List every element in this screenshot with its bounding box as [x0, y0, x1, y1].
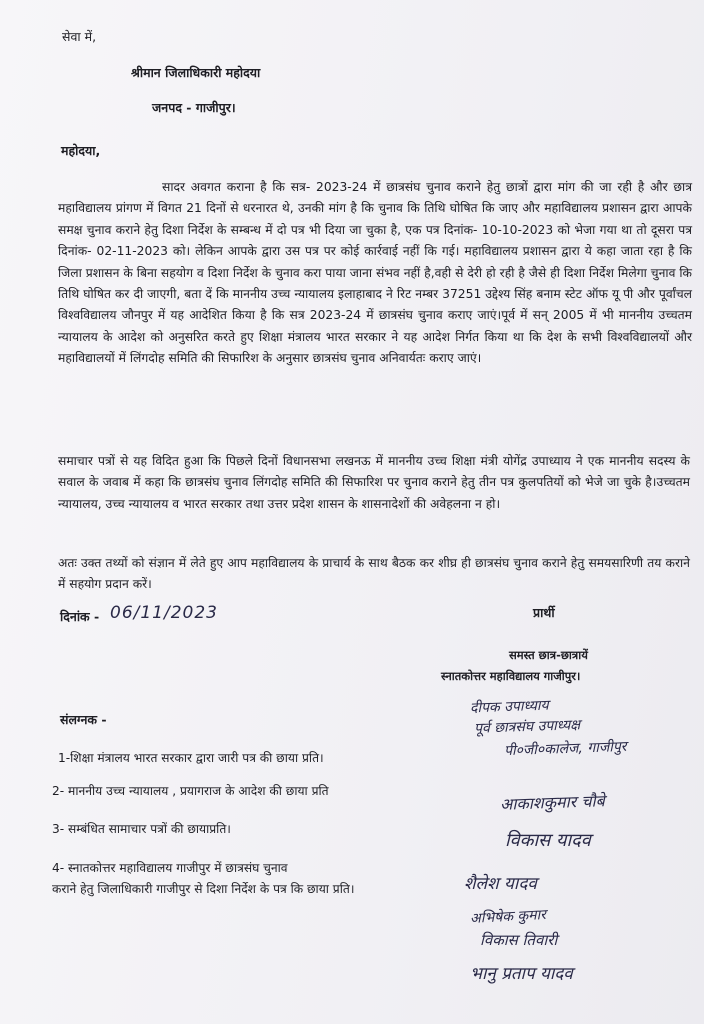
handwritten-signature: विकास तिवारी [480, 931, 558, 949]
enclosures-heading: संलग्नक - [60, 712, 107, 727]
handwritten-signature: अभिषेक कुमार [469, 907, 547, 927]
enclosure-item: कराने हेतु जिलाधिकारी गाजीपुर से दिशा निर्देश के पत्र कि छाया प्रति। [52, 882, 355, 896]
enclosure-item: 1-शिक्षा मंत्रालय भारत सरकार द्वारा जारी पत्र की छाया प्रति। [58, 751, 324, 765]
body-paragraph-3 [58, 553, 690, 596]
enclosure-item: 4- स्नातकोत्तर महाविद्यालय गाजीपुर में छात्रसंघ चुनाव [52, 861, 288, 875]
date-value: 06/11/2023 [110, 603, 218, 623]
greeting: महोदया, [61, 143, 101, 158]
body-paragraph-2 [58, 451, 690, 515]
handwritten-signature: पी०जी०कालेज, गाजीपुर [503, 738, 627, 760]
district: जनपद - गाजीपुर। [152, 100, 236, 115]
body-paragraph-3-text: अतः उक्त तथ्यों को संज्ञान में लेते हुए आप महाविद्यालय के प्राचार्य के साथ बैठक कर शीघ्र ही छात्रसंघ चुनाव कराने हेतु समयसारिणी तय कराने में सहयोग प्रदान करें। [58, 556, 690, 592]
body-paragraph-1-text: सादर अवगत कराना है कि सत्र- 2023-24 में छात्रसंघ चुनाव कराने हेतु छात्रों द्वारा मांग की जा रही है और छात्र महाविद्यालय प्रांगण में विगत 21 दिनों से धरनारत थे, उनकी मांग है कि चुनाव कि तिथि घोषित कि जाए और महाविद्यालय प्रशासन द्वारा आपके समक्ष चुनाव कराने हेतु दिशा निर्देश के सम्बन्ध में दो पत्र भी दिया जा चुका है, एक पत्र दिनांक- 10-10-2023 को भेजा गया था तो दूसरा पत्र दिनांक- 02-11-2023 को। लेकिन आपके द्वारा उस पत्र पर कोई कार्रवाई नहीं कि गई। महाविद्यालय प्रशासन द्वारा ये कहा जाता रहा है कि जिला प्रशासन के बिना सहयोग व दिशा निर्देश के चुनाव करा पाया जाना संभव नहीं है,वही से देरी हो रही है जैसे ही दिशा निर्देश मिलेगा चुनाव कि तिथि घोषित कर दी जाएगी, बता दें कि माननीय उच्च न्यायालय इलाहाबाद ने रिट नम्बर 37251 उद्देश्य सिंह बनाम स्टेट ऑफ यू पी और पूर्वांचल विश्वविद्यालय जौनपुर में यह आदेशित किया है कि सत्र 2023-24 में छात्रसंघ चुनाव कराए जाएं।पूर्व में सन् 2005 में भी माननीय उच्चतम न्यायालय के आदेश को अनुसरित करते हुए शिक्षा मंत्रालय भारत सरकार ने यह आदेश निर्गत किया था कि देश के सभी विश्वविद्यालयों और महाविद्यालयों में लिंगदोह समिति की सिफारिश के अनुसार छात्रसंघ चुनाव अनिवार्यतः कराए जाएं। [58, 180, 692, 366]
handwritten-signature: दीपक उपाध्याय [469, 697, 549, 717]
student-group: समस्त छात्र-छात्रायें [509, 648, 588, 662]
addressee: श्रीमान जिलाधिकारी महोदया [131, 65, 261, 80]
college-name: स्नातकोत्तर महाविद्यालय गाजीपुर। [441, 669, 581, 683]
enclosure-item: 2- माननीय उच्च न्यायालय , प्रयागराज के आदेश की छाया प्रति [52, 784, 329, 798]
handwritten-signature: आकाशकुमार चौबे [499, 791, 606, 814]
enclosure-item: 3- सम्बंधित सामाचार पत्रों की छायाप्रति। [52, 822, 231, 836]
body-paragraph-1 [58, 177, 692, 370]
body-paragraph-2-text: समाचार पत्रों से यह विदित हुआ कि पिछले दिनों विधानसभा लखनऊ में माननीय उच्च शिक्षा मंत्री योगेंद्र उपाध्याय ने एक माननीय सदस्य के सवाल के जवाब में कहा कि छात्रसंघ चुनाव लिंगदोह समिति की सिफारिश पर चुनाव कराने हेतु तीन पत्र कुलपतियों को भेजे जा चुके है।उच्चतम न्यायालय, उच्च न्यायालय व भारत सरकार तथा उत्तर प्रदेश शासन के शासनादेशों की अवेहलना न हो। [58, 454, 690, 511]
date-label: दिनांक - [60, 609, 100, 624]
salutation-to: सेवा में, [62, 29, 97, 44]
handwritten-signature: विकास यादव [505, 830, 591, 851]
handwritten-signature: पूर्व छात्रसंघ उपाध्यक्ष [473, 717, 581, 737]
handwritten-signature: शैलेश यादव [464, 874, 537, 894]
applicant-label: प्रार्थी [533, 605, 555, 620]
handwritten-signature: भानु प्रताप यादव [470, 964, 573, 984]
